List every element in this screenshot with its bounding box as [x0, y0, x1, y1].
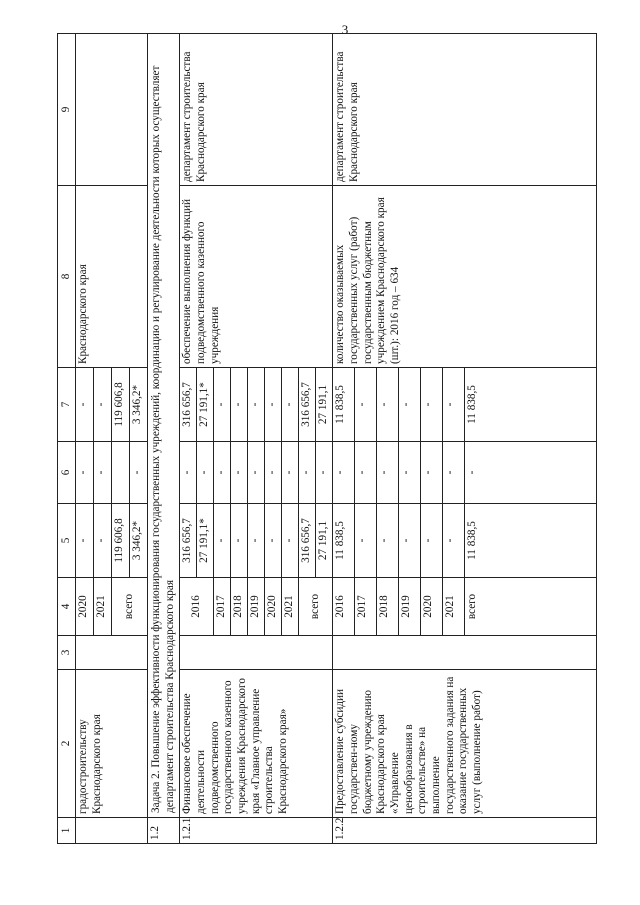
amount-cell: - — [214, 368, 231, 442]
amount-cell: - — [231, 442, 248, 504]
amount-cell: 119 606,8 — [112, 368, 130, 442]
year-cell: 2020 — [421, 578, 443, 636]
amount-cell: - — [282, 504, 299, 578]
amount-cell: - — [421, 442, 443, 504]
header-col-4: 4 — [58, 578, 76, 636]
year-cell: 2019 — [248, 578, 265, 636]
table-row — [333, 34, 355, 844]
amount-cell: - — [94, 368, 112, 442]
row-number-cell: 1.2.2 — [333, 818, 597, 844]
amount-cell: 316 656,7 — [180, 368, 197, 442]
amount-cell: 11 838,5 — [465, 504, 597, 578]
rotated-page-area — [57, 34, 597, 844]
year-cell: всего — [112, 578, 148, 636]
year-cell: 2020 — [76, 578, 94, 636]
amount-cell: 27 191,1 — [316, 368, 333, 442]
amount-cell: - — [399, 442, 421, 504]
amount-cell: - — [180, 442, 197, 504]
amount-cell: - — [265, 442, 282, 504]
amount-cell: 316 656,7 — [299, 368, 316, 442]
amount-cell: - — [214, 504, 231, 578]
row-number-cell — [76, 818, 148, 844]
year-cell: 2018 — [231, 578, 248, 636]
executor-cell: департамент строительства Краснодарского края — [180, 34, 333, 186]
header-col-8: 8 — [58, 186, 76, 368]
header-col-2: 2 — [58, 670, 76, 818]
amount-cell: - — [231, 504, 248, 578]
amount-cell: - — [333, 442, 355, 504]
year-cell: 2019 — [399, 578, 421, 636]
header-col-9: 9 — [58, 34, 76, 186]
amount-cell: - — [377, 504, 399, 578]
amount-cell: 11 838,5 — [333, 504, 355, 578]
amount-cell — [112, 442, 130, 504]
year-cell: 2020 — [265, 578, 282, 636]
amount-cell: - — [282, 442, 299, 504]
year-cell: 2017 — [355, 578, 377, 636]
activity-name-cell: Предоставление субсидии государствен-ному бюджетному учреждению Краснодарского края «Управление ценообразования в строительстве» на выполнение государственного задания на оказание государственных услуг (выполнение работ) — [333, 670, 597, 818]
amount-cell: - — [265, 504, 282, 578]
table-row — [180, 34, 197, 844]
amount-cell: 3 346,2* — [130, 368, 148, 442]
result-cell: количество оказываемых государственных услуг (работ) государственным бюджетным учреждением Краснодарского края (шт.): 2016 год – 634 — [333, 186, 597, 368]
amount-cell: - — [443, 368, 465, 442]
amount-cell: - — [94, 442, 112, 504]
amount-cell: 316 656,7 — [180, 504, 197, 578]
year-cell: 2017 — [214, 578, 231, 636]
amount-cell: - — [214, 442, 231, 504]
amount-cell: - — [399, 368, 421, 442]
activity-name-cell: Финансовое обеспечение деятельности подведомственного государственного казенного учреждения Краснодарского края «Главное управление строительства Краснодарского края» — [180, 670, 333, 818]
result-cell: Краснодарского края — [76, 186, 148, 368]
header-col-5: 5 — [58, 504, 76, 578]
amount-cell: - — [355, 442, 377, 504]
amount-cell: - — [76, 504, 94, 578]
header-row — [58, 34, 76, 844]
amount-cell: 11 838,5 — [465, 368, 597, 442]
table-row — [76, 34, 94, 844]
page-number: 3 — [341, 22, 349, 37]
rotated-table-container — [57, 34, 597, 844]
year-cell: 2016 — [333, 578, 355, 636]
executor-cell — [76, 34, 148, 186]
amount-cell: 11 838,5 — [333, 368, 355, 442]
header-col-7: 7 — [58, 368, 76, 442]
amount-cell: - — [299, 442, 316, 504]
amount-cell: - — [443, 442, 465, 504]
amount-cell: 27 191,1* — [197, 504, 214, 578]
program-activities-table — [57, 33, 597, 844]
year-cell: 2021 — [94, 578, 112, 636]
amount-cell: - — [316, 442, 333, 504]
amount-cell: - — [130, 442, 148, 504]
amount-cell: - — [399, 504, 421, 578]
amount-cell: - — [231, 368, 248, 442]
amount-cell: - — [377, 442, 399, 504]
row-number-cell: 1.2.1 — [180, 818, 333, 844]
amount-cell: - — [355, 504, 377, 578]
task-title-cell: Задача 2. Повышение эффективности функционирования государственных учреждений, координацию и регулирование деятельности которых осуществляет департамент строительства Краснодарского края — [148, 34, 180, 818]
amount-cell: - — [76, 368, 94, 442]
header-col-1: 1 — [58, 818, 76, 844]
amount-cell: 27 191,1 — [316, 504, 333, 578]
task-row — [148, 34, 180, 844]
task-number-cell: 1.2 — [148, 818, 180, 844]
amount-cell: - — [94, 504, 112, 578]
year-cell: 2021 — [443, 578, 465, 636]
amount-cell: 3 346,2* — [130, 504, 148, 578]
amount-cell: - — [282, 368, 299, 442]
amount-cell: - — [377, 368, 399, 442]
amount-cell: - — [248, 504, 265, 578]
activity-name-cell: градостроительству Краснодарского края — [76, 670, 148, 818]
year-cell: 2021 — [282, 578, 299, 636]
year-cell: всего — [465, 578, 597, 636]
year-cell: 2018 — [377, 578, 399, 636]
amount-cell: - — [248, 368, 265, 442]
result-cell: обеспечение выполнения функций подведомственного казенного учреждения — [180, 186, 333, 368]
amount-cell: - — [421, 368, 443, 442]
amount-cell: - — [248, 442, 265, 504]
amount-cell: - — [443, 504, 465, 578]
amount-cell: - — [421, 504, 443, 578]
header-col-3: 3 — [58, 636, 76, 670]
amount-cell: - — [355, 368, 377, 442]
amount-cell: - — [197, 442, 214, 504]
year-cell: всего — [299, 578, 333, 636]
amount-cell: - — [265, 368, 282, 442]
amount-cell: 316 656,7 — [299, 504, 316, 578]
amount-cell: - — [465, 442, 597, 504]
executor-cell: департамент строительства Краснодарского края — [333, 34, 597, 186]
status-cell — [333, 636, 597, 670]
amount-cell: 119 606,8 — [112, 504, 130, 578]
amount-cell: - — [76, 442, 94, 504]
status-cell — [76, 636, 148, 670]
header-col-6: 6 — [58, 442, 76, 504]
amount-cell: 27 191,1* — [197, 368, 214, 442]
year-cell: 2016 — [180, 578, 214, 636]
status-cell — [180, 636, 333, 670]
